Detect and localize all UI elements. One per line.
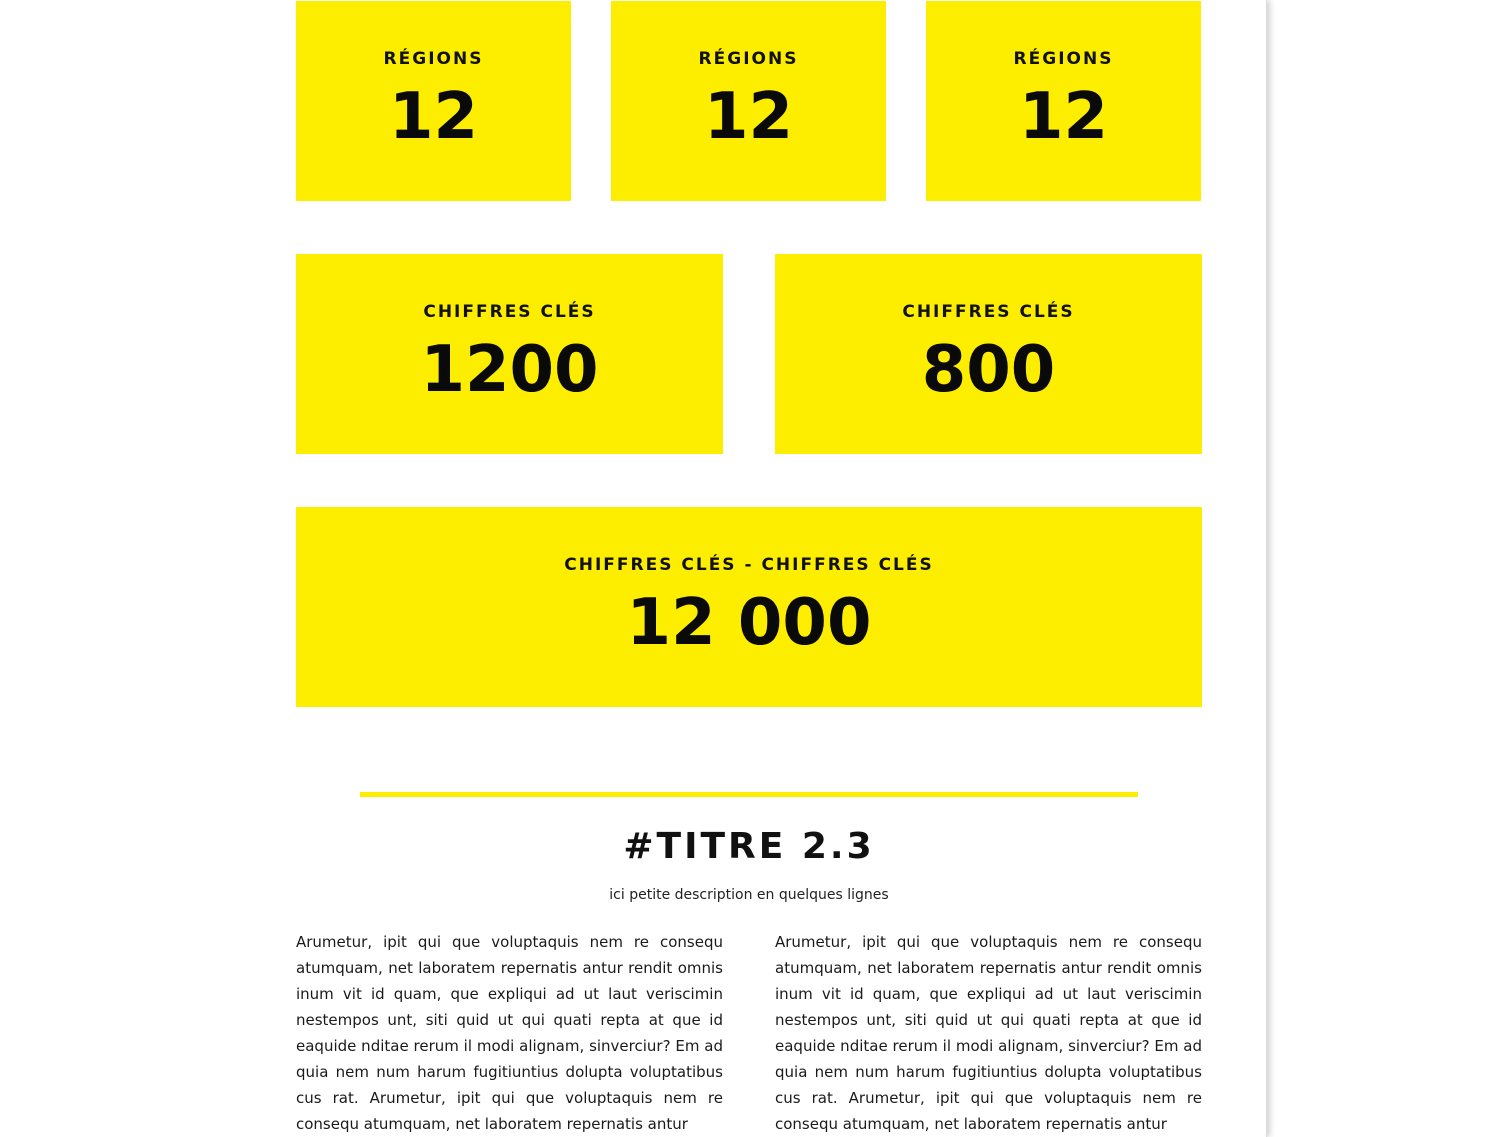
stat-label: CHIFFRES CLÉS - CHIFFRES CLÉS [564,555,934,575]
stat-label: RÉGIONS [698,49,799,69]
section-divider [360,792,1138,797]
stat-value: 800 [921,333,1056,407]
stat-value: 1200 [420,333,599,407]
section-title: #TITRE 2.3 [623,826,875,867]
stat-value: 12 [388,80,479,154]
stat-value: 12 [703,80,794,154]
stat-card-regions-1 [296,1,571,201]
stat-card-regions-3 [926,1,1201,201]
stat-card-key-figures-wide [296,507,1202,707]
stat-label: RÉGIONS [383,49,484,69]
stat-value: 12 [1018,80,1109,154]
stat-value: 12 000 [626,586,872,660]
stat-card-key-figures-2 [775,254,1202,454]
section-subtitle: ici petite description en quelques lignes [609,887,889,903]
stat-label: CHIFFRES CLÉS [423,302,596,322]
stat-card-key-figures-1 [296,254,723,454]
stat-label: CHIFFRES CLÉS [902,302,1075,322]
stat-card-regions-2 [611,1,886,201]
stat-label: RÉGIONS [1013,49,1114,69]
body-text-column-right: Arumetur, ipit qui que voluptaquis nem re consequ atumquam, net laboratem repernatis antur rendit omnis inum vit id quam, que expliqui ad ut laut veriscimin nestempos unt, siti quid ut qui quati repta at que id eaquide nditae rerum il modi alignam, sinverciur? Em ad quia nem num harum fugitiuntius dolupta voluptatibus cus rat. Arumetur, ipit qui que voluptaquis nem re consequ atumquam, net laboratem repernatis antur [775,933,1202,1133]
body-text-column-left: Arumetur, ipit qui que voluptaquis nem re consequ atumquam, net laboratem repernatis antur rendit omnis inum vit id quam, que expliqui ad ut laut veriscimin nestempos unt, siti quid ut qui quati repta at que id eaquide nditae rerum il modi alignam, sinverciur? Em ad quia nem num harum fugitiuntius dolupta voluptatibus cus rat. Arumetur, ipit qui que voluptaquis nem re consequ atumquam, net laboratem repernatis antur [296,933,723,1133]
